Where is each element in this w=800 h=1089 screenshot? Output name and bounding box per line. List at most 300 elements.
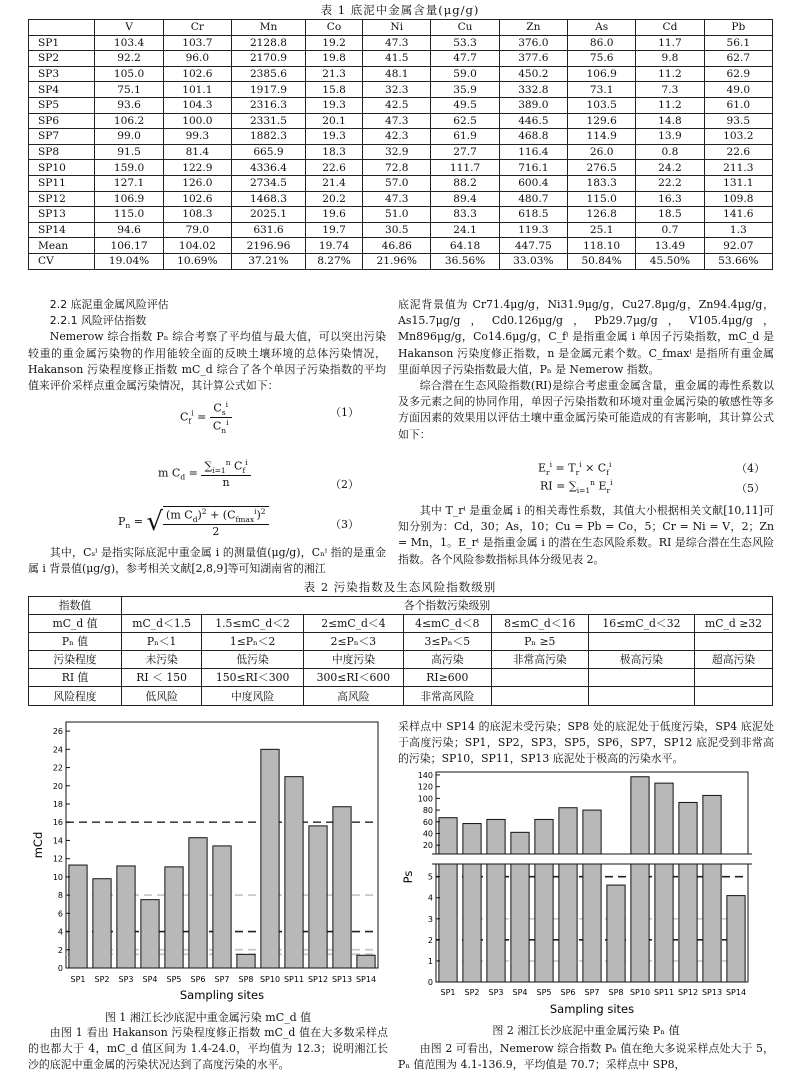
x-tick-label: SP7 bbox=[584, 988, 600, 997]
table1-cell: SP1 bbox=[29, 35, 95, 51]
table1-cell: 114.9 bbox=[568, 129, 636, 145]
table1-cell: 450.2 bbox=[499, 66, 567, 82]
table2-cell: Pₙ 值 bbox=[29, 633, 122, 651]
table1-cell: 21.96% bbox=[363, 253, 431, 269]
table2-cell: 1.5≤mC_d＜2 bbox=[202, 615, 304, 633]
table2-cell: 300≤RI＜600 bbox=[303, 669, 403, 687]
x-tick-label: SP13 bbox=[331, 975, 353, 984]
table1-cell: 129.6 bbox=[568, 113, 636, 129]
bar-sp3 bbox=[117, 866, 135, 968]
bar-sp11 bbox=[655, 783, 673, 982]
table1-cell: 26.0 bbox=[568, 144, 636, 160]
table1-cell: SP3 bbox=[29, 66, 95, 82]
table1-row bbox=[29, 253, 773, 269]
table2-cell: Pₙ＜1 bbox=[122, 633, 202, 651]
table2-cell: 污染程度 bbox=[29, 651, 122, 669]
bar-sp12 bbox=[309, 826, 327, 968]
table2-row bbox=[29, 687, 773, 705]
y-tick-label: 22 bbox=[52, 763, 63, 773]
table1-cell: 99.0 bbox=[95, 129, 163, 145]
table1-cell: 53.3 bbox=[431, 35, 499, 51]
right-paragraph-3-wrap bbox=[398, 503, 774, 568]
table1-cell: 75.1 bbox=[95, 82, 163, 98]
bar-sp14 bbox=[357, 955, 375, 968]
table1-cell: 115.0 bbox=[568, 191, 636, 207]
table2-row bbox=[29, 633, 773, 651]
table1-cell: 59.0 bbox=[431, 66, 499, 82]
bar-sp2 bbox=[93, 879, 111, 968]
table1-row bbox=[29, 51, 773, 67]
table1-cell: 49.0 bbox=[704, 82, 772, 98]
table1-cell: 19.2 bbox=[305, 35, 362, 51]
table1-header-cell: Cu bbox=[431, 20, 499, 36]
x-tick-label: SP5 bbox=[166, 975, 182, 984]
table1-cell: 99.3 bbox=[163, 129, 231, 145]
y-tick-label: 3 bbox=[427, 914, 433, 924]
x-tick-label: SP14 bbox=[355, 975, 377, 984]
right-paragraph-3: 其中 T_rⁱ 是重金属 i 的相关毒性系数，其值大小根据相关文献[10,11]可知分别为：Cd，30；As，10；Cu = Pb = Co，5；Cr = Ni = V，2；Zn = Mn，1。E_rⁱ 是指重金属 i 的潜在生态风险系数。RI 是综合潜在生态风险指数。各个风险参数指标具体分级见表 2。 bbox=[398, 504, 774, 566]
table1-cell: 89.4 bbox=[431, 191, 499, 207]
y-axis-label: mCd bbox=[31, 831, 45, 859]
table1-cell: 103.4 bbox=[95, 35, 163, 51]
table1-cell: 96.0 bbox=[163, 51, 231, 67]
x-tick-label: SP2 bbox=[94, 975, 110, 984]
table1-cell: 30.5 bbox=[363, 222, 431, 238]
equation-4: $E_r^i = T_r^i \times C_f^i$ bbox=[538, 460, 612, 477]
table1-cell: 86.0 bbox=[568, 35, 636, 51]
left-paragraph-2-wrap bbox=[28, 545, 386, 577]
x-tick-label: SP7 bbox=[214, 975, 230, 984]
y-tick-label: 20 bbox=[52, 781, 63, 791]
table1-cell: 48.1 bbox=[363, 66, 431, 82]
table1-cell: 37.21% bbox=[232, 253, 306, 269]
bar-sp5 bbox=[535, 819, 553, 982]
table2-cell: mC_d＜1.5 bbox=[122, 615, 202, 633]
figure1-mcd-chart bbox=[28, 716, 388, 1008]
table1-cell: SP8 bbox=[29, 144, 95, 160]
table2-cell: 2≤mC_d＜4 bbox=[303, 615, 403, 633]
table1-header-cell: V bbox=[95, 20, 163, 36]
table1-cell: 126.0 bbox=[163, 175, 231, 191]
table1-cell: SP10 bbox=[29, 160, 95, 176]
x-tick-label: SP3 bbox=[118, 975, 134, 984]
table1-cell: 106.2 bbox=[95, 113, 163, 129]
table2-row bbox=[29, 615, 773, 633]
table1-row bbox=[29, 238, 773, 254]
table1-row bbox=[29, 175, 773, 191]
table1-header-cell: Zn bbox=[499, 20, 567, 36]
y-tick-label: 80 bbox=[422, 806, 433, 816]
table2-cell: RI≥600 bbox=[403, 669, 491, 687]
table1-cell: 116.4 bbox=[499, 144, 567, 160]
bar-sp1 bbox=[439, 818, 457, 982]
x-axis-label: Sampling sites bbox=[549, 1002, 635, 1016]
table1-cell: 19.7 bbox=[305, 222, 362, 238]
table2-row bbox=[29, 669, 773, 687]
table1-cell: 8.27% bbox=[305, 253, 362, 269]
figure2-caption: 图 2 湘江长沙底泥中重金属污染 Pₙ 值 bbox=[492, 1024, 680, 1037]
table1-cell: 19.8 bbox=[305, 51, 362, 67]
table1-cell: 665.9 bbox=[232, 144, 306, 160]
bar-sp14 bbox=[727, 896, 745, 982]
table1-cell: 108.3 bbox=[163, 207, 231, 223]
table1-cell: 50.84% bbox=[568, 253, 636, 269]
left-column bbox=[28, 297, 386, 394]
table1-cell: 11.2 bbox=[636, 66, 704, 82]
table1-cell: 35.9 bbox=[431, 82, 499, 98]
table1-cell: 93.5 bbox=[704, 113, 772, 129]
table2-row bbox=[29, 651, 773, 669]
table2-cell: 1≤Pₙ＜2 bbox=[202, 633, 304, 651]
y-tick-label: 16 bbox=[52, 818, 63, 828]
table1-cell: 18.3 bbox=[305, 144, 362, 160]
table1-cell: 45.50% bbox=[636, 253, 704, 269]
y-tick-label: 40 bbox=[422, 829, 433, 839]
table1-cell: 0.8 bbox=[636, 144, 704, 160]
equation-3-number: （3） bbox=[330, 518, 359, 531]
table2-cell: 中度风险 bbox=[202, 687, 304, 705]
table1-cell: 101.1 bbox=[163, 82, 231, 98]
table1-cell: 20.1 bbox=[305, 113, 362, 129]
table1-cell: 93.6 bbox=[95, 97, 163, 113]
table1-cell: 21.3 bbox=[305, 66, 362, 82]
table2-cell bbox=[588, 687, 694, 705]
right-column bbox=[398, 297, 774, 443]
table1-cell: 13.49 bbox=[636, 238, 704, 254]
y-tick-label: 1 bbox=[427, 956, 433, 966]
y-tick-label: 14 bbox=[52, 836, 63, 846]
section-2-2-heading: 2.2 底泥重金属风险评估 bbox=[49, 298, 169, 311]
table2-cell: RI 值 bbox=[29, 669, 122, 687]
x-tick-label: SP10 bbox=[629, 988, 651, 997]
table1-cell: 57.0 bbox=[363, 175, 431, 191]
table2-cell bbox=[588, 633, 694, 651]
table1-cell: 81.4 bbox=[163, 144, 231, 160]
x-tick-label: SP1 bbox=[70, 975, 86, 984]
y-tick-label: 18 bbox=[52, 800, 63, 809]
table1-cell: 32.3 bbox=[363, 82, 431, 98]
table2-caption: 表 2 污染指数及生态风险指数级别 bbox=[303, 580, 497, 594]
table1-cell: 7.3 bbox=[636, 82, 704, 98]
table1-cell: 480.7 bbox=[499, 191, 567, 207]
table1-cell: 25.1 bbox=[568, 222, 636, 238]
table1-cell: 9.8 bbox=[636, 51, 704, 67]
table1-cell: SP13 bbox=[29, 207, 95, 223]
table2-cell bbox=[588, 669, 694, 687]
bar-sp6 bbox=[189, 838, 207, 968]
y-axis-label: Ps bbox=[401, 870, 415, 884]
table1-cell: 47.3 bbox=[363, 35, 431, 51]
table1-caption: 表 1 底泥中金属含量(μg/g) bbox=[320, 3, 480, 17]
figure2-paragraph-wrap bbox=[398, 1041, 774, 1073]
table1-header-cell: Cr bbox=[163, 20, 231, 36]
table1-cell: 111.7 bbox=[431, 160, 499, 176]
table1-cell: 62.5 bbox=[431, 113, 499, 129]
table1-cell: 79.0 bbox=[163, 222, 231, 238]
table1-cell: 24.2 bbox=[636, 160, 704, 176]
table1-cell: 47.3 bbox=[363, 113, 431, 129]
table1-cell: 24.1 bbox=[431, 222, 499, 238]
table2-cell: 16≤mC_d＜32 bbox=[588, 615, 694, 633]
table1-cell: 18.5 bbox=[636, 207, 704, 223]
table1-cell: 41.5 bbox=[363, 51, 431, 67]
table1-cell: 2734.5 bbox=[232, 175, 306, 191]
axis-break-gap bbox=[432, 854, 752, 864]
y-tick-label: 5 bbox=[427, 872, 433, 882]
figure1-paragraph-wrap bbox=[28, 1025, 388, 1074]
table1-cell: 88.2 bbox=[431, 175, 499, 191]
x-tick-label: SP5 bbox=[536, 988, 552, 997]
x-tick-label: SP1 bbox=[440, 988, 456, 997]
y-tick-label: 2 bbox=[427, 935, 433, 945]
table1-header-cell: Co bbox=[305, 20, 362, 36]
table1-cell: 73.1 bbox=[568, 82, 636, 98]
table2-cell: 超高污染 bbox=[695, 651, 773, 669]
x-tick-label: SP14 bbox=[725, 988, 747, 997]
table1-cell: 211.3 bbox=[704, 160, 772, 176]
table1-row bbox=[29, 82, 773, 98]
equation-2: m $C_d$ = $\frac{\sum_{i=1}^n C_f^i}{n}$ bbox=[158, 458, 251, 489]
table1-cell: 159.0 bbox=[95, 160, 163, 176]
table2-cell: 中度污染 bbox=[303, 651, 403, 669]
right-paragraph-1: 底泥背景值为 Cr71.4μg/g，Ni31.9μg/g，Cu27.8μg/g，Zn94.4μg/g，As15.7μg/g，Cd0.126μg/g，Pb29.7μg/g，V105.4μg/g，Mn896μg/g，Co14.6μg/g，C_fⁱ 是指重金属 i 单因子污染指数，mC_d 是 Hakanson 污染度修正指数，n 是金属元素个数。C_fmaxⁱ 是指所有重金属里面单因子污染指数最大值，Pₙ 是 Nemerow 指数。 bbox=[398, 298, 774, 376]
table1-row bbox=[29, 97, 773, 113]
table1-cell: 102.6 bbox=[163, 191, 231, 207]
bar-sp4 bbox=[141, 900, 159, 968]
table2-cell: 低污染 bbox=[202, 651, 304, 669]
table2-cell: 8≤mC_d＜16 bbox=[491, 615, 588, 633]
table1-row bbox=[29, 222, 773, 238]
table1-cell: 21.4 bbox=[305, 175, 362, 191]
table1-header-cell: Cd bbox=[636, 20, 704, 36]
table1-row bbox=[29, 191, 773, 207]
y-tick-label: 4 bbox=[57, 927, 63, 937]
table1-cell: 20.2 bbox=[305, 191, 362, 207]
table2-cell bbox=[695, 687, 773, 705]
table1-cell: 22.6 bbox=[704, 144, 772, 160]
y-tick-label: 10 bbox=[52, 872, 63, 882]
right-lower-paragraph-wrap bbox=[398, 719, 774, 768]
table1-cell: 109.8 bbox=[704, 191, 772, 207]
bar-sp5 bbox=[165, 867, 183, 968]
y-tick-label: 12 bbox=[52, 854, 63, 864]
table1-row bbox=[29, 129, 773, 145]
x-tick-label: SP8 bbox=[238, 975, 254, 984]
table1-cell: 2128.8 bbox=[232, 35, 306, 51]
bar-sp13 bbox=[703, 795, 721, 982]
table1-cell: 16.3 bbox=[636, 191, 704, 207]
table1-cell: 15.8 bbox=[305, 82, 362, 98]
table1-cell: 33.03% bbox=[499, 253, 567, 269]
table2-header-right: 各个指数污染级别 bbox=[122, 597, 773, 615]
table1-cell: 75.6 bbox=[568, 51, 636, 67]
table2-cell: 4≤mC_d＜8 bbox=[403, 615, 491, 633]
table1-cell: 106.9 bbox=[568, 66, 636, 82]
table2-cell bbox=[695, 669, 773, 687]
table2-cell bbox=[695, 633, 773, 651]
table1-cell: SP14 bbox=[29, 222, 95, 238]
table1-cell: 53.66% bbox=[704, 253, 772, 269]
table1-cell: SP4 bbox=[29, 82, 95, 98]
table1-cell: 122.9 bbox=[163, 160, 231, 176]
table1-cell: 10.69% bbox=[163, 253, 231, 269]
y-tick-label: 24 bbox=[52, 745, 63, 755]
table1-cell: 27.7 bbox=[431, 144, 499, 160]
y-tick-label: 100 bbox=[417, 794, 433, 804]
table2-cell: mC_d ≥32 bbox=[695, 615, 773, 633]
table1-cell: 332.8 bbox=[499, 82, 567, 98]
table1-cell: 61.9 bbox=[431, 129, 499, 145]
equation-4-number: （4） bbox=[736, 462, 765, 475]
table1-cell: 100.0 bbox=[163, 113, 231, 129]
table1-cell: 118.10 bbox=[568, 238, 636, 254]
equation-1: $C_f^i$ = $\frac{C_s^i}{C_n^i}$ bbox=[180, 400, 232, 435]
table1-cell: 716.1 bbox=[499, 160, 567, 176]
table1-cell: 104.3 bbox=[163, 97, 231, 113]
table1-cell: 92.2 bbox=[95, 51, 163, 67]
y-tick-label: 60 bbox=[422, 817, 433, 827]
table1-cell: 64.18 bbox=[431, 238, 499, 254]
left-paragraph-2: 其中，Cₛⁱ 是指实际底泥中重金属 i 的测量值(μg/g)，Cₙⁱ 指的是重金属 i 背景值(μg/g)，参考相关文献[2,8,9]等可知湖南省的湘江 bbox=[28, 546, 386, 576]
figure2-paragraph: 由图 2 可看出，Nemerow 综合指数 Pₙ 值在绝大多说采样点处大于 5，Pₙ 值范围为 4.1-136.9，平均值是 70.7；采样点中 SP8， bbox=[398, 1042, 774, 1072]
table2-cell: mC_d 值 bbox=[29, 615, 122, 633]
table2-cell: 非常高风险 bbox=[403, 687, 491, 705]
x-tick-label: SP11 bbox=[283, 975, 305, 984]
table1-cell: 72.8 bbox=[363, 160, 431, 176]
bar-sp8 bbox=[607, 885, 625, 982]
right-paragraph-2: 综合潜在生态风险指数(RI)是综合考虑重金属含量，重金属的毒性系数以及多元素之间的协同作用，单因子污染指数和环境对重金属污染的敏感性等多方面因素的效果用以评估土壤中重金属污染可能造成的有害影响，其计算公式如下： bbox=[398, 379, 774, 441]
bar-sp10 bbox=[261, 749, 279, 968]
table1-cell: 127.1 bbox=[95, 175, 163, 191]
right-lower-paragraph: 采样点中 SP14 的底泥未受污染；SP8 处的底泥处于低度污染，SP4 底泥处于高度污染；SP1，SP2，SP3，SP5，SP6，SP7，SP12 底泥受到非常高的污染；SP10，SP11，SP13 底泥处于极高的污染水平。 bbox=[398, 720, 774, 766]
y-tick-label: 2 bbox=[57, 945, 63, 955]
table1-row bbox=[29, 66, 773, 82]
table2-cell: 高污染 bbox=[403, 651, 491, 669]
table2-cell: 低风险 bbox=[122, 687, 202, 705]
table1-cell: 22.2 bbox=[636, 175, 704, 191]
table1-cell: 2331.5 bbox=[232, 113, 306, 129]
table1-cell: 183.3 bbox=[568, 175, 636, 191]
left-paragraph-1: Nemerow 综合指数 Pₙ 综合考察了平均值与最大值，可以突出污染较重的重金属污染物的作用能较全面的反映土壤环境的总体污染情况，Hakanson 污染程度修正指数 mC_d 综合了各个单因子污染指数的平均值来评价采样点重金属污染情况，其计算公式如下： bbox=[28, 330, 386, 393]
table1-cell: 47.3 bbox=[363, 191, 431, 207]
table1-cell: 631.6 bbox=[232, 222, 306, 238]
table1-cell: 2316.3 bbox=[232, 97, 306, 113]
table1-cell: 83.3 bbox=[431, 207, 499, 223]
table1-cell: 91.5 bbox=[95, 144, 163, 160]
table2-cell: RI ＜ 150 bbox=[122, 669, 202, 687]
figure2-ps-chart bbox=[400, 768, 774, 1020]
x-tick-label: SP10 bbox=[259, 975, 281, 984]
table1-cell: 19.6 bbox=[305, 207, 362, 223]
table1-cell: 19.3 bbox=[305, 97, 362, 113]
table2 bbox=[28, 596, 773, 706]
table1-cell: 103.7 bbox=[163, 35, 231, 51]
table2-cell bbox=[491, 669, 588, 687]
table2-cell: 高风险 bbox=[303, 687, 403, 705]
table1-cell: 377.6 bbox=[499, 51, 567, 67]
table1-header-cell: As bbox=[568, 20, 636, 36]
table1-cell: SP11 bbox=[29, 175, 95, 191]
table1-cell: 119.3 bbox=[499, 222, 567, 238]
table1-cell: 56.1 bbox=[704, 35, 772, 51]
table1-cell: 376.0 bbox=[499, 35, 567, 51]
x-tick-label: SP8 bbox=[608, 988, 624, 997]
bar-sp8 bbox=[237, 954, 255, 968]
bar-sp7 bbox=[213, 846, 231, 968]
table1-row bbox=[29, 160, 773, 176]
equation-2-number: （2） bbox=[330, 478, 359, 491]
table1 bbox=[28, 19, 773, 270]
table1-cell: 103.5 bbox=[568, 97, 636, 113]
table1-cell: 2196.96 bbox=[232, 238, 306, 254]
table1-cell: 2385.6 bbox=[232, 66, 306, 82]
table1-header-cell bbox=[29, 20, 95, 36]
table1-cell: 62.9 bbox=[704, 66, 772, 82]
table1-cell: 94.6 bbox=[95, 222, 163, 238]
table1-cell: 104.02 bbox=[163, 238, 231, 254]
table1-cell: 32.9 bbox=[363, 144, 431, 160]
y-tick-label: 20 bbox=[422, 841, 433, 851]
table1-cell: 468.8 bbox=[499, 129, 567, 145]
bar-sp6 bbox=[559, 808, 577, 982]
table2-cell: 150≤RI＜300 bbox=[202, 669, 304, 687]
x-tick-label: SP6 bbox=[560, 988, 576, 997]
figure1-paragraph: 由图 1 看出 Hakanson 污染程度修正指数 mC_d 值在大多数采样点的也都大于 4，mC_d 值区间为 1.4-24.0，平均值为 12.3；说明湘江长沙的底泥中重金属的污染状况达到了高度污染的水平。 bbox=[28, 1026, 388, 1072]
section-2-2-1-heading: 2.2.1 风险评估指数 bbox=[49, 314, 147, 328]
bar-sp7 bbox=[583, 810, 601, 982]
table1-cell: Mean bbox=[29, 238, 95, 254]
table1-cell: SP6 bbox=[29, 113, 95, 129]
table1-cell: SP2 bbox=[29, 51, 95, 67]
table1-cell: 106.17 bbox=[95, 238, 163, 254]
y-tick-label: 0 bbox=[427, 978, 433, 987]
table1-cell: 11.2 bbox=[636, 97, 704, 113]
equation-1-number: （1） bbox=[330, 406, 359, 419]
table1-cell: 141.6 bbox=[704, 207, 772, 223]
y-tick-label: 4 bbox=[427, 893, 433, 903]
table1-cell: 2170.9 bbox=[232, 51, 306, 67]
table1-cell: SP7 bbox=[29, 129, 95, 145]
table1-row bbox=[29, 113, 773, 129]
x-axis-label: Sampling sites bbox=[179, 988, 265, 1002]
table1-cell: 61.0 bbox=[704, 97, 772, 113]
y-tick-label: 0 bbox=[57, 964, 63, 973]
table2-cell: Pₙ ≥5 bbox=[491, 633, 588, 651]
table1-cell: 102.6 bbox=[163, 66, 231, 82]
x-tick-label: SP6 bbox=[190, 975, 206, 984]
y-tick-label: 26 bbox=[52, 727, 63, 737]
table1-cell: 2025.1 bbox=[232, 207, 306, 223]
table1-row bbox=[29, 144, 773, 160]
x-tick-label: SP11 bbox=[653, 988, 675, 997]
equation-3: $P_n$ = √ $\frac{(m C_d)^2 + (C_{fmax}^i)^2}{2}$ bbox=[118, 506, 269, 538]
x-tick-label: SP13 bbox=[701, 988, 723, 997]
table1-cell: CV bbox=[29, 253, 95, 269]
table1-row bbox=[29, 207, 773, 223]
table2-cell: 未污染 bbox=[122, 651, 202, 669]
table1-cell: 131.1 bbox=[704, 175, 772, 191]
table1-cell: 13.9 bbox=[636, 129, 704, 145]
table1-cell: 1468.3 bbox=[232, 191, 306, 207]
table1-cell: 4336.4 bbox=[232, 160, 306, 176]
x-tick-label: SP4 bbox=[142, 975, 158, 984]
table1-cell: 51.0 bbox=[363, 207, 431, 223]
y-tick-label: 6 bbox=[57, 909, 63, 919]
table2-cell: 风险程度 bbox=[29, 687, 122, 705]
table1-header-cell: Pb bbox=[704, 20, 772, 36]
table1-cell: 0.7 bbox=[636, 222, 704, 238]
table1-cell: 103.2 bbox=[704, 129, 772, 145]
